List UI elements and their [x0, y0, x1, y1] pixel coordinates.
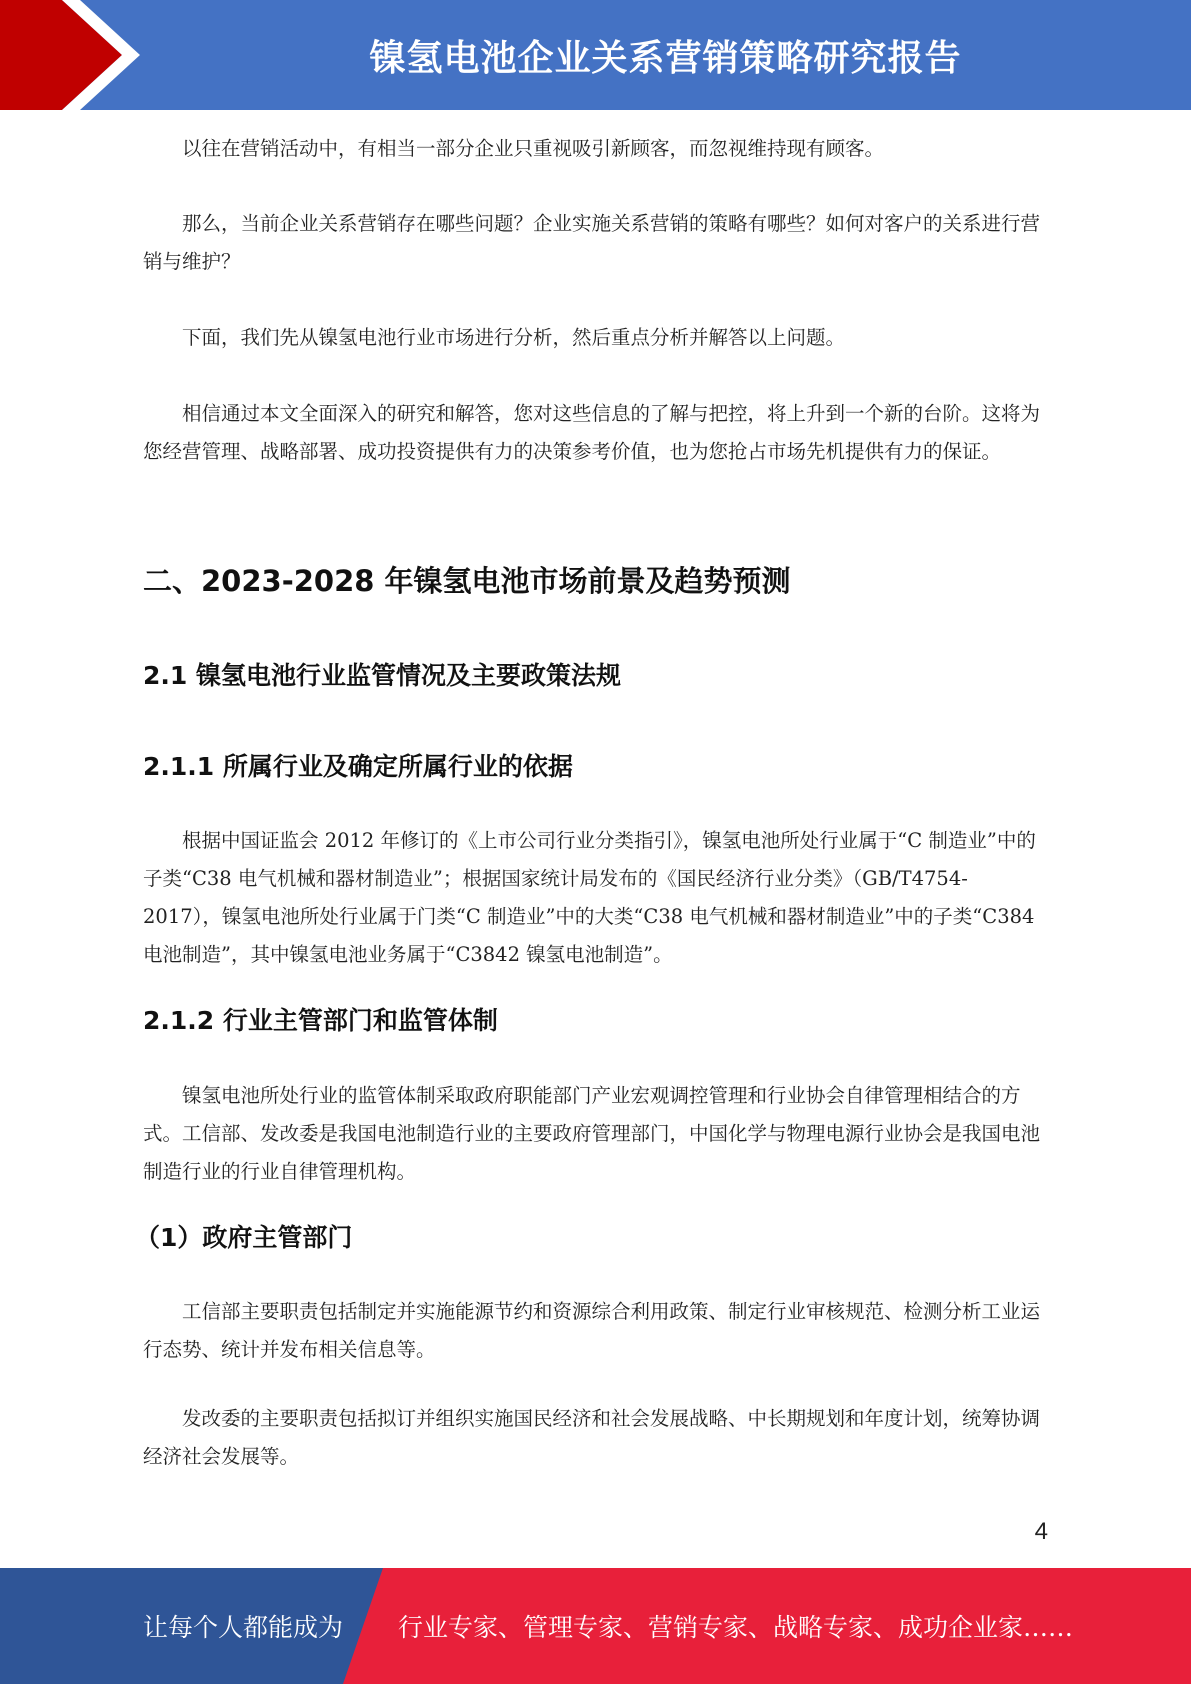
intro-paragraph-4: 相信通过本文全面深入的研究和解答，您对这些信息的了解与把控，将上升到一个新的台阶。这将为您经营管理、战略部署、成功投资提供有力的决策参考价值，也为您抢占市场先机提供有力的保证。	[143, 402, 1041, 463]
page-header	[0, 0, 1191, 110]
industry-classification-paragraph: 根据中国证监会 2012 年修订的《上市公司行业分类指引》，镍氢电池所处行业属于“C 制造业”中的子类“C38 电气机械和器材制造业”；根据国家统计局发布的《国民经济行业分类》（GB/T4754-2017），镍氢电池所处行业属于门类“C 制造业”中的大类“C38 电气机械和器材制造业”中的子类“C384 电池制造”，其中镍氢电池业务属于“C3842 镍氢电池制造”。	[143, 829, 1036, 966]
government-heading: （1）政府主管部门	[135, 1223, 353, 1252]
ndrc-paragraph: 发改委的主要职责包括拟订并组织实施国民经济和社会发展战略、中长期规划和年度计划，统筹协调经济社会发展等。	[143, 1407, 1041, 1468]
subsection-heading-2-1-1: 2.1.1 所属行业及确定所属行业的依据	[143, 752, 573, 781]
regulation-paragraph: 镍氢电池所处行业的监管体制采取政府职能部门产业宏观调控管理和行业协会自律管理相结合的方式。工信部、发改委是我国电池制造行业的主要政府管理部门，中国化学与物理电源行业协会是我国电池制造行业的行业自律管理机构。	[143, 1084, 1041, 1183]
header-ribbon-decoration	[0, 0, 150, 110]
intro-paragraph-2: 那么，当前企业关系营销存在哪些问题？企业实施关系营销的策略有哪些？如何对客户的关系进行营销与维护？	[143, 212, 1041, 273]
subsection-heading-2-1-2: 2.1.2 行业主管部门和监管体制	[143, 1006, 498, 1035]
footer-slogan-right: 行业专家、管理专家、营销专家、战略专家、成功企业家……	[398, 1613, 1074, 1642]
miit-paragraph: 工信部主要职责包括制定并实施能源节约和资源综合利用政策、制定行业审核规范、检测分析工业运行态势、统计并发布相关信息等。	[143, 1300, 1041, 1361]
page-number: 4	[1034, 1518, 1048, 1545]
footer-slogan-left: 让每个人都能成为	[143, 1613, 344, 1642]
section-heading: 二、2023-2028 年镍氢电池市场前景及趋势预测	[143, 564, 791, 598]
intro-paragraph-3: 下面，我们先从镍氢电池行业市场进行分析，然后重点分析并解答以上问题。	[182, 326, 846, 349]
page-footer	[0, 1568, 1191, 1684]
intro-paragraph-1: 以往在营销活动中，有相当一部分企业只重视吸引新顾客，而忽视维持现有顾客。	[182, 137, 885, 160]
subsection-heading-2-1: 2.1 镍氢电池行业监管情况及主要政策法规	[143, 661, 621, 690]
report-title: 镍氢电池企业关系营销策略研究报告	[369, 37, 962, 79]
